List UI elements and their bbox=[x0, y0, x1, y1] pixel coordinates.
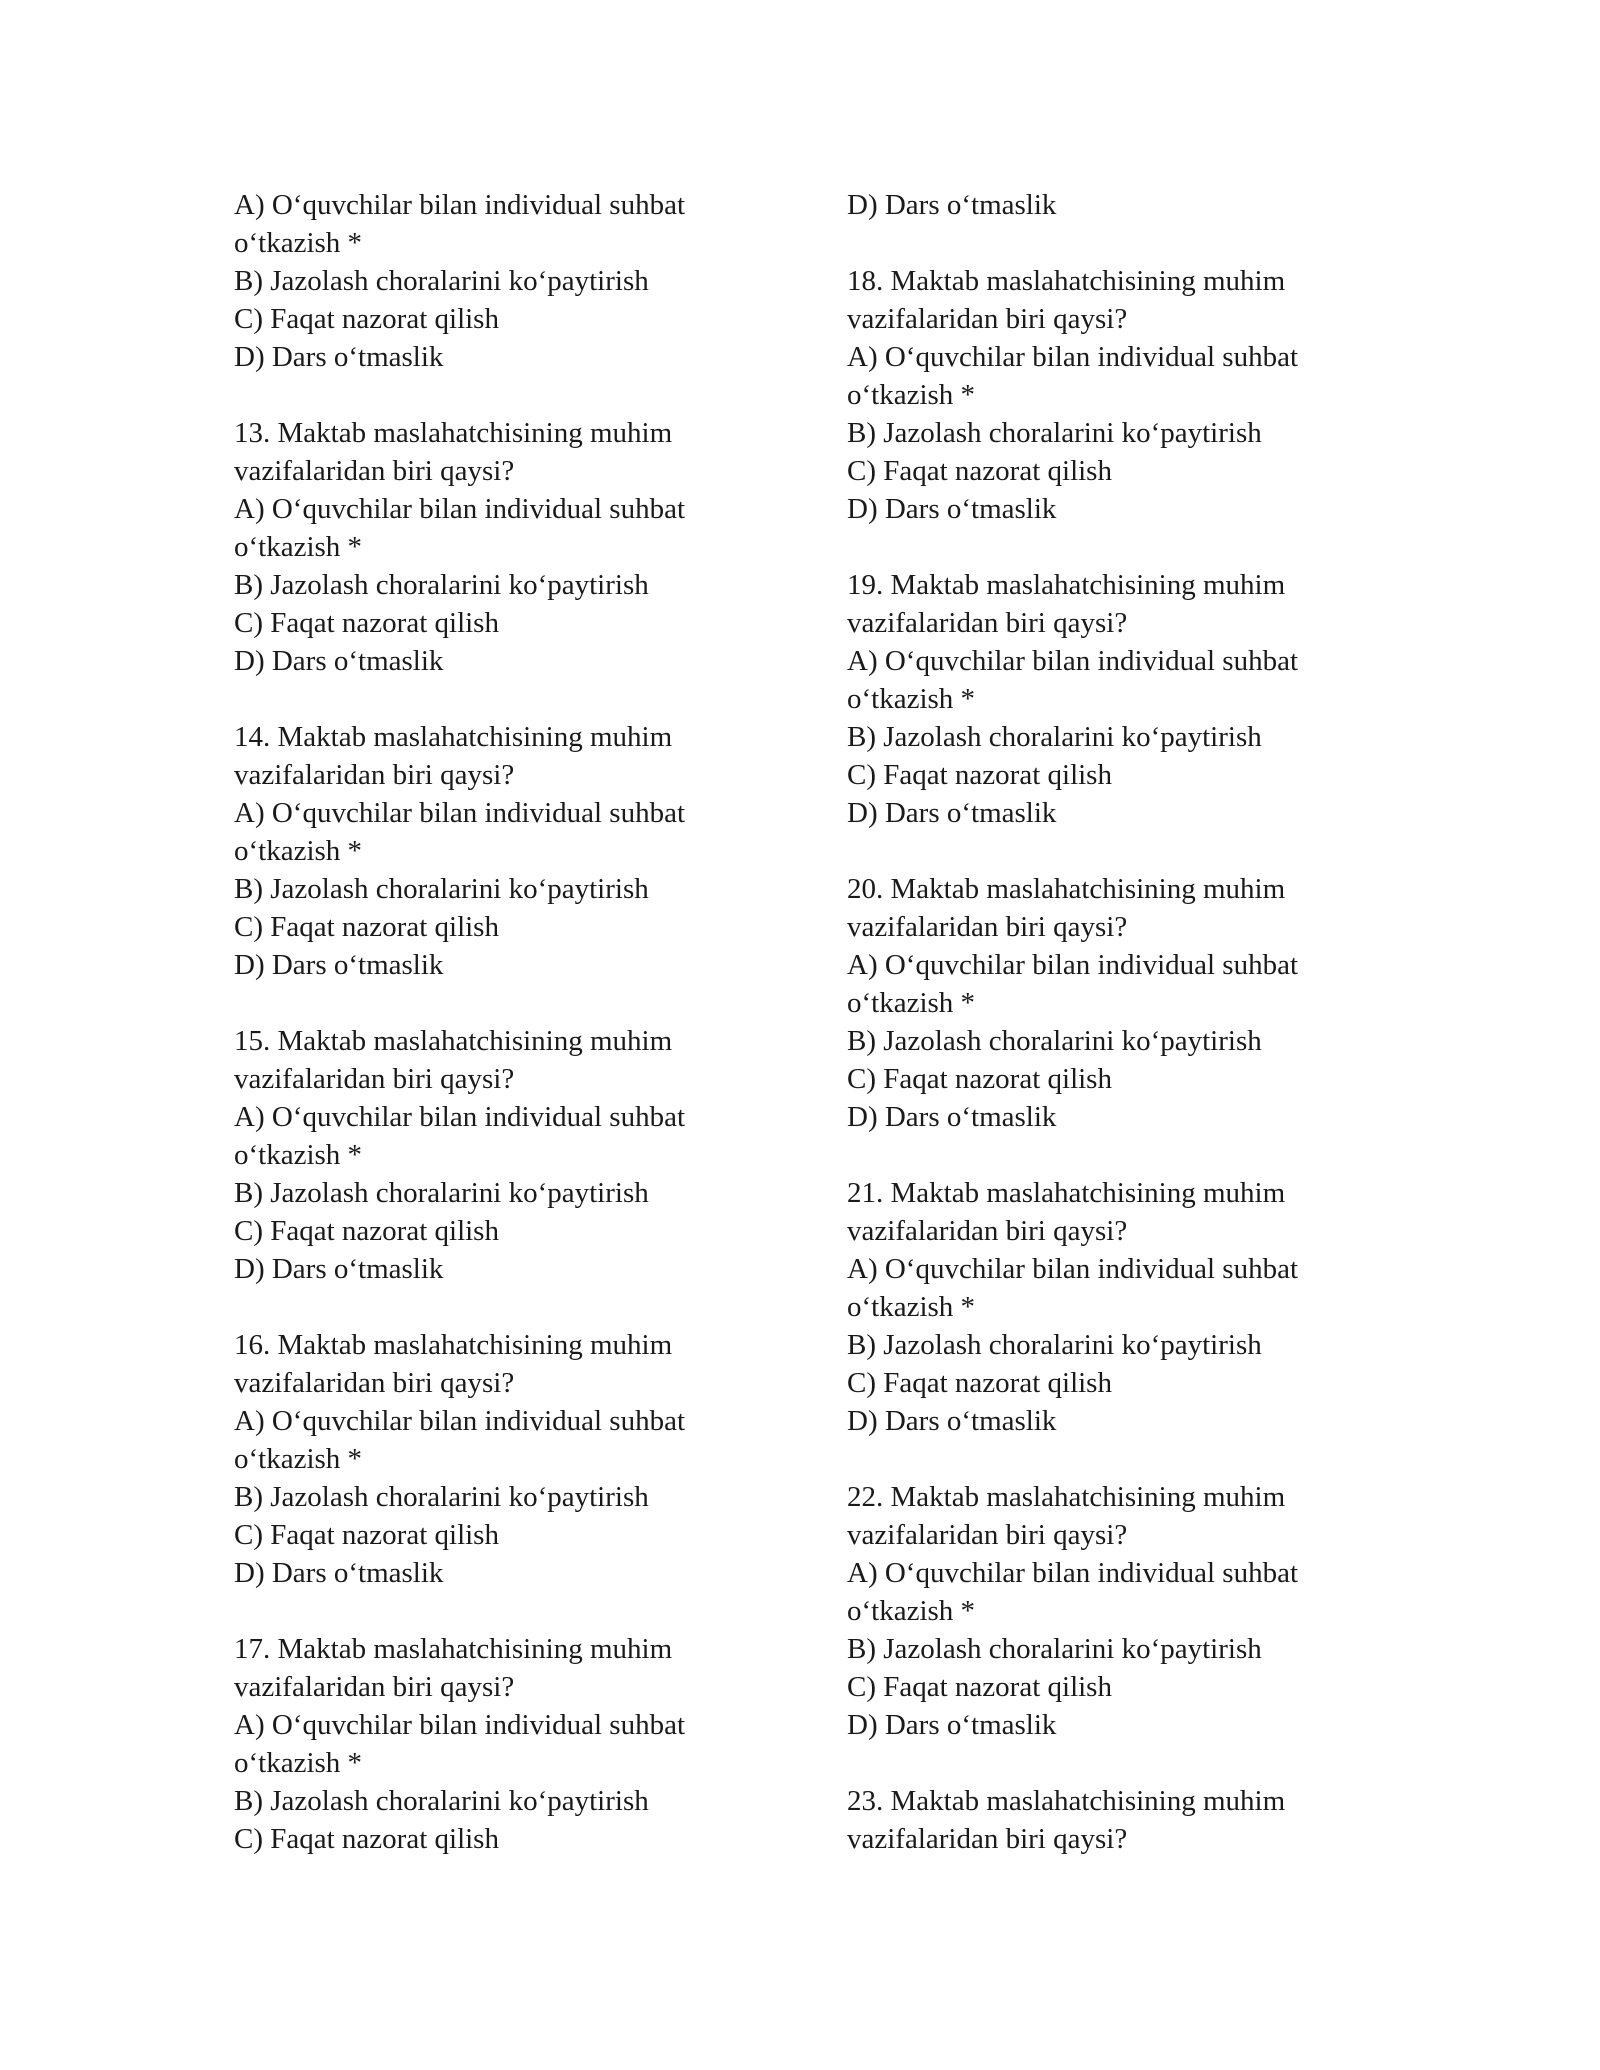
text-line: A) O‘quvchilar bilan individual suhbat bbox=[234, 189, 686, 221]
text-line: C) Faqat nazorat qilish bbox=[234, 1519, 499, 1551]
text-line: o‘tkazish * bbox=[234, 1747, 363, 1779]
text-line: 20. Maktab maslahatchisining muhim bbox=[847, 873, 1286, 905]
text-line: B) Jazolash choralarini ko‘paytirish bbox=[234, 873, 649, 905]
text-line: B) Jazolash choralarini ko‘paytirish bbox=[234, 1481, 649, 1513]
text-line: o‘tkazish * bbox=[234, 1443, 363, 1475]
text-line: vazifalaridan biri qaysi? bbox=[847, 911, 1128, 943]
text-line: o‘tkazish * bbox=[847, 1595, 976, 1627]
text-line: D) Dars o‘tmaslik bbox=[234, 1253, 444, 1285]
text-line: o‘tkazish * bbox=[847, 379, 976, 411]
text-line: C) Faqat nazorat qilish bbox=[847, 759, 1112, 791]
text-line: D) Dars o‘tmaslik bbox=[847, 797, 1057, 829]
text-line: 15. Maktab maslahatchisining muhim bbox=[234, 1025, 673, 1057]
text-line: 14. Maktab maslahatchisining muhim bbox=[234, 721, 673, 753]
text-line: o‘tkazish * bbox=[847, 1291, 976, 1323]
text-line: C) Faqat nazorat qilish bbox=[234, 911, 499, 943]
text-line: A) O‘quvchilar bilan individual suhbat bbox=[847, 645, 1299, 677]
question-block bbox=[234, 1022, 754, 1288]
text-line: o‘tkazish * bbox=[234, 531, 363, 563]
text-line: 23. Maktab maslahatchisining muhim bbox=[847, 1785, 1286, 1817]
text-line: o‘tkazish * bbox=[847, 987, 976, 1019]
text-line: A) O‘quvchilar bilan individual suhbat bbox=[234, 1405, 686, 1437]
question-block bbox=[234, 1326, 754, 1592]
question-block bbox=[847, 262, 1367, 528]
text-line: B) Jazolash choralarini ko‘paytirish bbox=[847, 1025, 1262, 1057]
text-line: B) Jazolash choralarini ko‘paytirish bbox=[847, 1329, 1262, 1361]
text-line: B) Jazolash choralarini ko‘paytirish bbox=[234, 265, 649, 297]
text-line: C) Faqat nazorat qilish bbox=[234, 303, 499, 335]
question-block bbox=[234, 414, 754, 680]
text-line: B) Jazolash choralarini ko‘paytirish bbox=[234, 1785, 649, 1817]
text-line: D) Dars o‘tmaslik bbox=[234, 1557, 444, 1589]
text-line: vazifalaridan biri qaysi? bbox=[847, 1519, 1128, 1551]
text-line: 18. Maktab maslahatchisining muhim bbox=[847, 265, 1286, 297]
question-block bbox=[847, 1478, 1367, 1744]
text-line: vazifalaridan biri qaysi? bbox=[234, 1367, 515, 1399]
question-block bbox=[847, 1782, 1367, 1858]
text-line: vazifalaridan biri qaysi? bbox=[234, 759, 515, 791]
question-block bbox=[234, 186, 754, 376]
text-line: A) O‘quvchilar bilan individual suhbat bbox=[847, 949, 1299, 981]
text-line: D) Dars o‘tmaslik bbox=[234, 341, 444, 373]
left-column bbox=[234, 186, 754, 1858]
text-line: 22. Maktab maslahatchisining muhim bbox=[847, 1481, 1286, 1513]
text-line: B) Jazolash choralarini ko‘paytirish bbox=[234, 1177, 649, 1209]
text-line: o‘tkazish * bbox=[234, 227, 363, 259]
text-line: D) Dars o‘tmaslik bbox=[847, 1101, 1057, 1133]
text-line: A) O‘quvchilar bilan individual suhbat bbox=[234, 1709, 686, 1741]
text-line: vazifalaridan biri qaysi? bbox=[847, 1215, 1128, 1247]
text-line: A) O‘quvchilar bilan individual suhbat bbox=[234, 493, 686, 525]
text-line: A) O‘quvchilar bilan individual suhbat bbox=[847, 1557, 1299, 1589]
right-column bbox=[847, 186, 1367, 1858]
text-line: vazifalaridan biri qaysi? bbox=[234, 1671, 515, 1703]
text-line: o‘tkazish * bbox=[234, 835, 363, 867]
text-line: o‘tkazish * bbox=[234, 1139, 363, 1171]
text-line: D) Dars o‘tmaslik bbox=[847, 1405, 1057, 1437]
question-block bbox=[847, 186, 1367, 224]
text-line: C) Faqat nazorat qilish bbox=[847, 1671, 1112, 1703]
text-line: 13. Maktab maslahatchisining muhim bbox=[234, 417, 673, 449]
question-block bbox=[234, 1630, 754, 1858]
text-line: C) Faqat nazorat qilish bbox=[847, 1063, 1112, 1095]
question-block bbox=[847, 1174, 1367, 1440]
text-line: vazifalaridan biri qaysi? bbox=[234, 1063, 515, 1095]
text-line: 17. Maktab maslahatchisining muhim bbox=[234, 1633, 673, 1665]
text-line: D) Dars o‘tmaslik bbox=[847, 1709, 1057, 1741]
text-line: vazifalaridan biri qaysi? bbox=[847, 1823, 1128, 1855]
text-line: B) Jazolash choralarini ko‘paytirish bbox=[847, 721, 1262, 753]
text-line: C) Faqat nazorat qilish bbox=[234, 1823, 499, 1855]
question-block bbox=[234, 718, 754, 984]
text-line: 16. Maktab maslahatchisining muhim bbox=[234, 1329, 673, 1361]
text-line: C) Faqat nazorat qilish bbox=[234, 607, 499, 639]
text-line: vazifalaridan biri qaysi? bbox=[847, 303, 1128, 335]
text-line: A) O‘quvchilar bilan individual suhbat bbox=[234, 1101, 686, 1133]
text-line: o‘tkazish * bbox=[847, 683, 976, 715]
text-line: A) O‘quvchilar bilan individual suhbat bbox=[847, 1253, 1299, 1285]
text-line: B) Jazolash choralarini ko‘paytirish bbox=[847, 1633, 1262, 1665]
text-line: 19. Maktab maslahatchisining muhim bbox=[847, 569, 1286, 601]
text-line: D) Dars o‘tmaslik bbox=[234, 645, 444, 677]
text-line: B) Jazolash choralarini ko‘paytirish bbox=[847, 417, 1262, 449]
text-line: A) O‘quvchilar bilan individual suhbat bbox=[234, 797, 686, 829]
text-line: vazifalaridan biri qaysi? bbox=[847, 607, 1128, 639]
text-line: C) Faqat nazorat qilish bbox=[847, 455, 1112, 487]
text-line: D) Dars o‘tmaslik bbox=[234, 949, 444, 981]
text-line: C) Faqat nazorat qilish bbox=[234, 1215, 499, 1247]
text-line: B) Jazolash choralarini ko‘paytirish bbox=[234, 569, 649, 601]
text-line: 21. Maktab maslahatchisining muhim bbox=[847, 1177, 1286, 1209]
text-line: D) Dars o‘tmaslik bbox=[847, 189, 1057, 221]
text-line: C) Faqat nazorat qilish bbox=[847, 1367, 1112, 1399]
text-line: D) Dars o‘tmaslik bbox=[847, 493, 1057, 525]
text-line: A) O‘quvchilar bilan individual suhbat bbox=[847, 341, 1299, 373]
text-line: vazifalaridan biri qaysi? bbox=[234, 455, 515, 487]
question-block bbox=[847, 870, 1367, 1136]
question-block bbox=[847, 566, 1367, 832]
